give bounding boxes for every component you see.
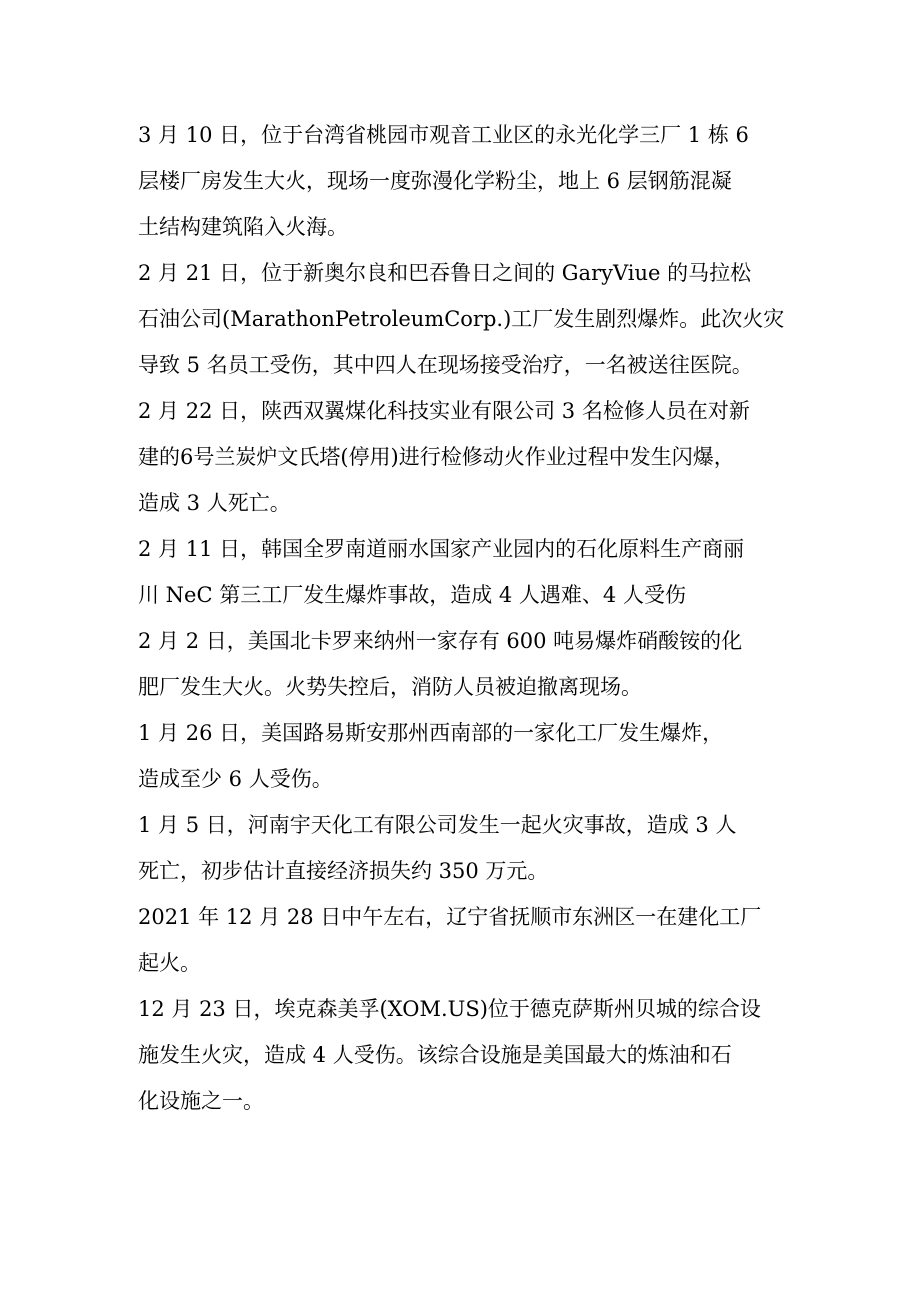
line: 土结构建筑陷入火海。	[138, 215, 348, 239]
paragraph-5	[138, 618, 788, 710]
line: 造成至少 6 人受伤。	[138, 767, 333, 791]
line: 1 月 5 日，河南宇天化工有限公司发生一起火灾事故，造成 3 人	[138, 813, 737, 837]
line: 施发生火灾，造成 4 人受伤。该综合设施是美国最大的炼油和石	[138, 1043, 732, 1067]
document-body	[138, 112, 788, 1124]
line: 起火。	[138, 951, 201, 975]
line: 造成 3 人死亡。	[138, 491, 291, 515]
paragraph-6	[138, 710, 788, 802]
line: 2 月 2 日，美国北卡罗来纳州一家存有 600 吨易爆炸硝酸铵的化	[138, 629, 743, 653]
line: 2021 年 12 月 28 日中午左右，辽宁省抚顺市东洲区一在建化工厂	[138, 905, 762, 929]
paragraph-3	[138, 388, 788, 526]
line: 导致 5 名员工受伤，其中四人在现场接受治疗，一名被送往医院。	[138, 353, 753, 377]
line: 川 NeC 第三工厂发生爆炸事故，造成 4 人遇难、4 人受伤	[138, 583, 686, 607]
paragraph-8	[138, 894, 788, 986]
line: 石油公司(MarathonPetroleumCorp.)工厂发生剧烈爆炸。此次火灾	[138, 307, 785, 331]
paragraph-7	[138, 802, 788, 894]
line: 肥厂发生大火。火势失控后，消防人员被迫撤离现场。	[138, 675, 642, 699]
line: 死亡，初步估计直接经济损失约 350 万元。	[138, 859, 549, 883]
line: 2 月 11 日，韩国全罗南道丽水国家产业园内的石化原料生产商丽	[138, 537, 745, 561]
paragraph-4	[138, 526, 788, 618]
line: 层楼厂房发生大火，现场一度弥漫化学粉尘，地上 6 层钢筋混凝	[138, 169, 732, 193]
line: 1 月 26 日，美国路易斯安那州西南部的一家化工厂发生爆炸，	[138, 721, 724, 745]
line: 2 月 22 日，陕西双翼煤化科技实业有限公司 3 名检修人员在对新	[138, 399, 750, 423]
line: 12 月 23 日，埃克森美孚(XOM.US)位于德克萨斯州贝城的综合设	[138, 997, 761, 1021]
line: 建的6号兰炭炉文氏塔(停用)进行检修动火作业过程中发生闪爆，	[138, 445, 735, 469]
line: 3 月 10 日，位于台湾省桃园市观音工业区的永光化学三厂 1 栋 6	[138, 123, 749, 147]
paragraph-9	[138, 986, 788, 1124]
line: 2 月 21 日，位于新奥尔良和巴吞鲁日之间的 GaryViue 的马拉松	[138, 261, 752, 285]
line: 化设施之一。	[138, 1089, 264, 1113]
paragraph-1	[138, 112, 788, 250]
paragraph-2	[138, 250, 788, 388]
